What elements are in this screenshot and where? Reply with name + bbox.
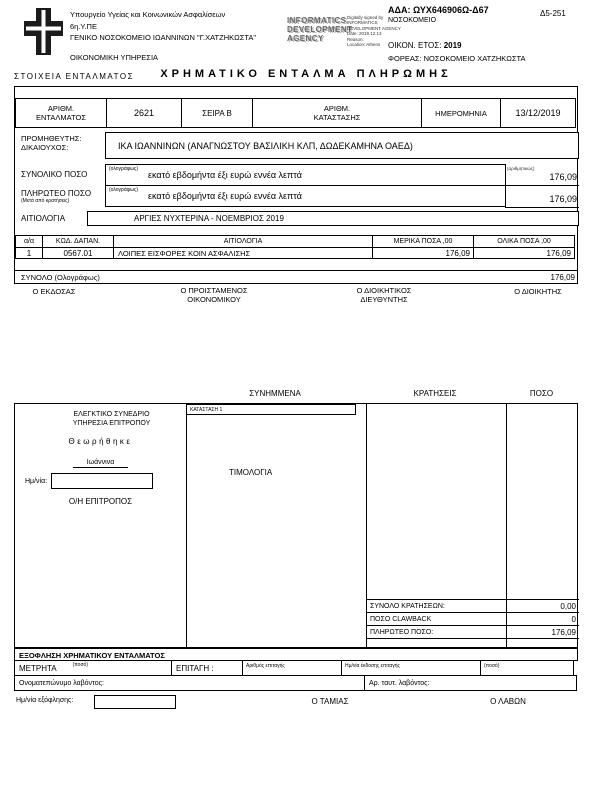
detail-code: 0567.01 [42,247,114,259]
health-region: 6η.Υ.ΠΕ [70,22,97,31]
signature-proistamenos: Ο ΠΡΟΙΣΤΑΜΕΝΟΣ ΟΙΚΟΝΟΜΙΚΟΥ [180,286,248,304]
cash-cell [14,660,172,676]
col-code-header: ΚΩΔ. ΔΑΠΑΝ. [42,235,114,248]
lower-section-box [14,403,578,648]
details-data-row [15,247,579,259]
agency-header-block [70,10,256,62]
department-name: ΟΙΚΟΝΟΜΙΚΗ ΥΠΗΡΕΣΙΑ [70,53,159,62]
statement-number-cell: ΑΡΙΘΜ. ΚΑΤΑΣΤΑΣΗΣ [252,98,422,128]
total-amount-numeric-cell [505,164,579,186]
cashier-signature-label: Ο ΤΑΜΙΑΣ [311,697,349,706]
fiscal-year-label: ΟΙΚΟΝ. ΕΤΟΣ: [388,41,442,50]
warrant-header-row [15,98,579,128]
col-descr-header: ΑΙΤΙΟΛΟΓΙΑ [113,235,373,248]
city-name: Ιωάννινα [73,459,129,468]
payoff-date-input[interactable] [94,695,176,709]
audit-court-panel [15,404,186,506]
city-line [15,451,186,469]
detail-total: 176,09 [473,247,575,259]
check-label-cell: ΕΠΙΤΑΓΗ : [171,660,243,676]
court-line1: ΕΛΕΓΚΤΙΚΟ ΣΥΝΕΔΡΙΟ [73,411,150,418]
arithmitikos-label: (αριθμητικώς) [507,166,535,171]
col-partial-header: ΜΕΡΙΚΑ ΠΟΣΑ ,00 [372,235,474,248]
commissioner-date-row [15,473,186,489]
details-total-row [15,270,578,283]
deductions-total-row [366,599,579,612]
invoices-label: ΤΙΜΟΛΟΓΙΑ [229,468,273,477]
divider [186,404,187,647]
stamp-detail-line: Location: Athens [347,42,381,48]
signature-dioikitikos: Ο ΔΙΟΙΚΗΤΙΚΟΣ ΔΙΕΥΘΥΝΤΗΣ [356,286,412,304]
settlement-title-bar: ΕΞΟΦΛΗΣΗ ΧΡΗΜΑΤΙΚΟΥ ΕΝΤΑΛΜΑΤΟΣ [14,648,578,661]
settlement-method-row [14,660,578,676]
payable-sublabel: (Μετά από κρατήσεις) [21,198,70,204]
total-amount-label: ΣΥΝΟΛΙΚΟ ΠΟΣΟ [21,170,88,179]
court-line2: ΥΠΗΡΕΣΙΑ ΕΠΙΤΡΟΠΟΥ [72,419,151,427]
attachments-label: ΣΥΝΗΜΜΕΝΑ [249,389,301,398]
warrant-details-box [14,86,578,284]
recipient-row [14,675,578,691]
foreas-label: ΦΟΡΕΑΣ: ΝΟΣΟΚΟΜΕΙΟ ΧΑΤΖΗΚΩΣΤΑ [388,54,526,63]
payable-label: ΠΛΗΡΩΤΕΟ ΠΟΣΟ [21,189,92,198]
col-aa-header: α/α [15,235,43,248]
cash-amount-hint: (ποσό) [72,662,88,668]
payoff-date-label: Ημ/νία εξόφλησης: [16,697,74,704]
payable-amount-value: 176,09 [549,194,577,204]
stamp-agency-line1: INFORMATICS [287,16,347,25]
detail-aa: 1 [15,247,43,259]
olographos-label: (ολογράφως) [109,166,139,172]
date-label-cell: ΗΜΕΡΟΜΗΝΙΑ [421,98,501,128]
check-date-cell: Ημ/νία έκδοσης επιταγής [341,660,481,676]
ada-number: ΑΔΑ: ΩΥΧ646906Ω-Δ67 [388,5,489,15]
olographos-label: (ολογράφως) [109,187,139,193]
detail-partial: 176,09 [372,247,474,259]
form-code: Δ5-251 [540,9,566,18]
reason-label: ΑΙΤΙΟΛΟΓΙΑ [21,214,66,223]
stamp-detail-line: Reason: [347,36,364,42]
stamp-agency-line2: DEVELOPMENT AGENCY [287,25,353,43]
deductions-total-value: 0,00 [560,602,576,611]
deductions-total-label: ΣΥΝΟΛΟ ΚΡΑΤΗΣΕΩΝ: [370,603,445,610]
payable-amount-labels [21,189,91,204]
commissioner-date-label: Ημ/νία: [25,477,48,485]
payable-amount-words-cell: (ολογράφως) εκατό εβδομήντα έξι ευρώ εννέα λεπτά [105,185,506,207]
recipient-id-cell: Αρ. ταυτ. λαβόντος: [364,675,577,691]
net-payable-value: 176,09 [551,628,576,637]
total-amount-value: 176,09 [549,172,577,182]
payable-amount-numeric-cell [505,185,579,208]
page-title: ΧΡΗΜΑΤΙΚΟ ΕΝΤΑΛΜΑ ΠΛΗΡΩΜΗΣ [160,68,452,80]
katastasi-attachment-box: ΚΑΤΑΣΤΑΣΗ 1 [186,404,356,415]
supplier-label: ΠΡΟΜΗΘΕΥΤΗΣ: [21,134,82,143]
stamp-detail-line: Date: 2019.12.13 [347,31,382,37]
total-amount-words-cell: (ολογράφως) εκατό εβδομήντα έξι ευρώ εννέα λεπτά [105,164,506,186]
deductions-label: ΚΡΑΤΗΣΕΙΣ [413,389,457,398]
series-cell: ΣΕΙΡΑ Β [181,98,253,128]
stamp-detail-line: DEVELOPMENT AGENCY [347,25,401,31]
nosokomeio-label: ΝΟΣΟΚΟΜΕΙΟ [388,17,437,24]
date-value-cell: 13/12/2019 [500,98,576,128]
warrant-number-value-cell: 2621 [106,98,182,128]
clawback-label: ΠΟΣΟ CLAWBACK [370,616,432,623]
hospital-name: ΓΕΝΙΚΟ ΝΟΣΟΚΟΜΕΙΟ ΙΩΑΝΝΙΝΩΝ "Γ.ΧΑΤΖΗΚΩΣΤΑ" [70,33,257,42]
section-title-entalma: ΣΤΟΙΧΕΙΑ ΕΝΤΑΛΜΑΤΟΣ [14,72,135,81]
check-number-cell: Αριθμός επιταγής [242,660,342,676]
stamp-detail-line: INFORMATICS [347,20,378,26]
cash-label: ΜΕΤΡΗΤΑ [19,663,57,673]
beneficiary-label: ΔΙΚΑΙΟΥΧΟΣ: [21,143,69,152]
ministry-name: Υπουργείο Υγείας και Κοινωνικών Ασφαλίσεων [70,10,226,19]
recipient-signature-label: Ο ΛΑΒΩΝ [490,697,526,706]
audit-court-title [15,411,186,428]
signatures-row [14,287,578,304]
supplier-labels [21,134,81,152]
clawback-row [366,612,579,625]
digital-signature-stamp [287,16,353,43]
details-total-value: 176,09 [550,273,575,282]
commissioner-date-input[interactable] [51,473,153,489]
check-amount-cell: (ποσό) [480,660,574,676]
reason-value-cell: ΑΡΓΙΕΣ ΝΥΧΤΕΡΙΝΑ - ΝΟΕΜΒΡΙΟΣ 2019 [87,211,579,226]
commissioner-label: Ο/Η ΕΠΙΤΡΟΠΟΣ [68,497,133,506]
warrant-number-label-cell: ΑΡΙΘΜ. ΕΝΤΑΛΜΑΤΟΣ [15,98,107,128]
signature-dioikitis: Ο ΔΙΟΙΚΗΤΗΣ [514,287,562,296]
fiscal-year [388,41,461,50]
signature-ekdosas: Ο ΕΚΔΟΣΑΣ [32,287,76,296]
net-payable-row [366,625,579,639]
stamp-detail-line: Digitally signed by [347,15,384,20]
fiscal-year-value: 2019 [443,41,462,50]
col-total-header: ΟΛΙΚΑ ΠΟΣΑ ,00 [473,235,575,248]
detail-descr: ΛΟΙΠΕΣ ΕΙΣΦΟΡΕΣ ΚΟΙΝ ΑΣΦΑΛΙΣΗΣ [113,247,373,259]
approved-label: Θεωρήθηκε [68,437,133,446]
details-total-label: ΣΥΝΟΛΟ (Ολογράφως) [21,273,100,282]
recipient-name-cell: Ονοματεπώνυμο λαβόντος: [14,675,365,691]
net-payable-label: ΠΛΗΡΩΤΕΟ ΠΟΣΟ: [370,629,434,636]
clawback-value: 0 [571,615,576,624]
supplier-value-cell: ΙΚΑ ΙΩΑΝΝΙΝΩΝ (ΑΝΑΓΝΩΣΤΟΥ ΒΑΣΙΛΙΚΗ ΚΛΠ, ΔΩΔΕΚΑΜΗΝΑ ΟΑΕΔ) [105,132,579,159]
amount-label: ΠΟΣΟ [529,389,554,398]
ministry-cross-logo-icon [24,8,64,61]
